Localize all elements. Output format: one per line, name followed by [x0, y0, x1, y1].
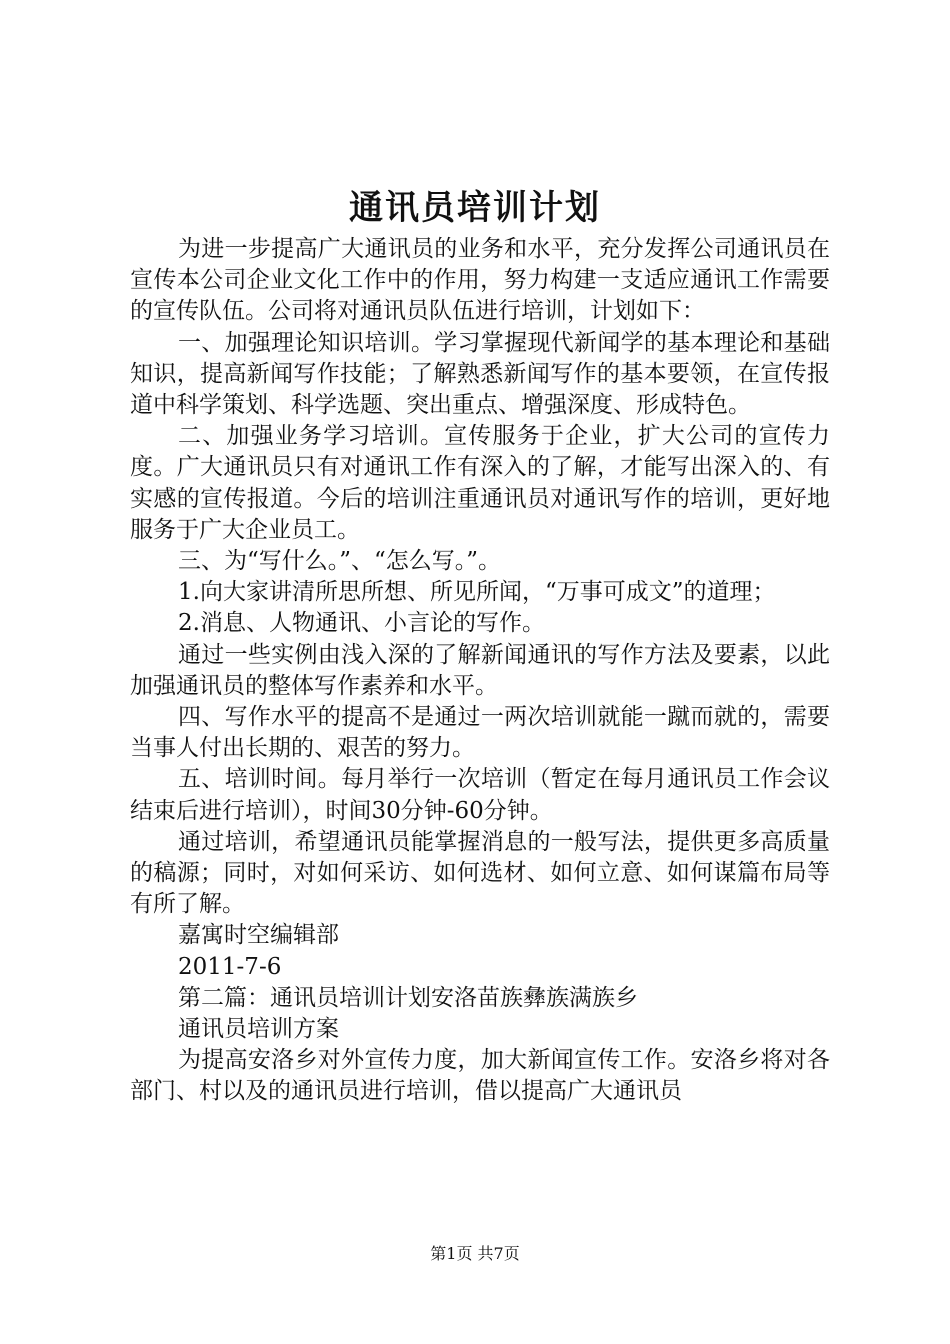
paragraph-intro: 为进一步提高广大通讯员的业务和水平，充分发挥公司通讯员在宣传本公司企业文化工作中的作用，努力构建一支适应通讯工作需要的宣传队伍。公司将对通讯员队伍进行培训，计划如下： [130, 236, 830, 325]
paragraph-section-5: 五、培训时间。每月举行一次培训（暂定在每月通讯员工作会议结束后进行培训），时间30分钟-60分钟。 [130, 766, 830, 824]
page-number: 第1页 共7页 [430, 1244, 520, 1263]
paragraph-examples: 通过一些实例由浅入深的了解新闻通讯的写作方法及要素，以此加强通讯员的整体写作素养和水平。 [130, 641, 830, 699]
paragraph-item-1: 1.向大家讲清所思所想、所见所闻，“万事可成文”的道理； [178, 579, 776, 606]
second-article-subtitle: 通讯员培训方案 [178, 1016, 339, 1043]
paragraph-section-1: 一、加强理论知识培训。学习掌握现代新闻学的基本理论和基础知识，提高新闻写作技能；了解熟悉新闻写作的基本要领，在宣传报道中科学策划、科学选题、突出重点、增强深度、形成特色。 [130, 329, 830, 419]
paragraph-section-2: 二、加强业务学习培训。宣传服务于企业，扩大公司的宣传力度。广大通讯员只有对通讯工作有深入的了解，才能写出深入的、有实感的宣传报道。今后的培训注重通讯员对通讯写作的培训，更好地服务于广大企业员工。 [130, 423, 830, 543]
paragraph-conclusion: 通过培训，希望通讯员能掌握消息的一般写法，提供更多高质量的稿源；同时，对如何采访、如何选材、如何立意、如何谋篇布局等有所了解。 [130, 828, 830, 918]
signature-department: 嘉寓时空编辑部 [178, 922, 339, 949]
paragraph-section-3: 三、为“写什么。”、“怎么写。”。 [178, 548, 502, 575]
second-article-paragraph: 为提高安洛乡对外宣传力度，加大新闻宣传工作。安洛乡将对各部门、村以及的通讯员进行培训，借以提高广大通讯员 [130, 1047, 830, 1105]
paragraph-section-4: 四、写作水平的提高不是通过一两次培训就能一蹴而就的，需要当事人付出长期的、艰苦的努力。 [130, 704, 830, 762]
document-title: 通讯员培训计划 [349, 188, 601, 228]
document-body [130, 234, 830, 1108]
paragraph-item-2: 2.消息、人物通讯、小言论的写作。 [178, 610, 545, 637]
second-article-heading: 第二篇：通讯员培训计划安洛苗族彝族满族乡 [178, 984, 638, 1011]
signature-date: 2011-7-6 [178, 953, 282, 980]
